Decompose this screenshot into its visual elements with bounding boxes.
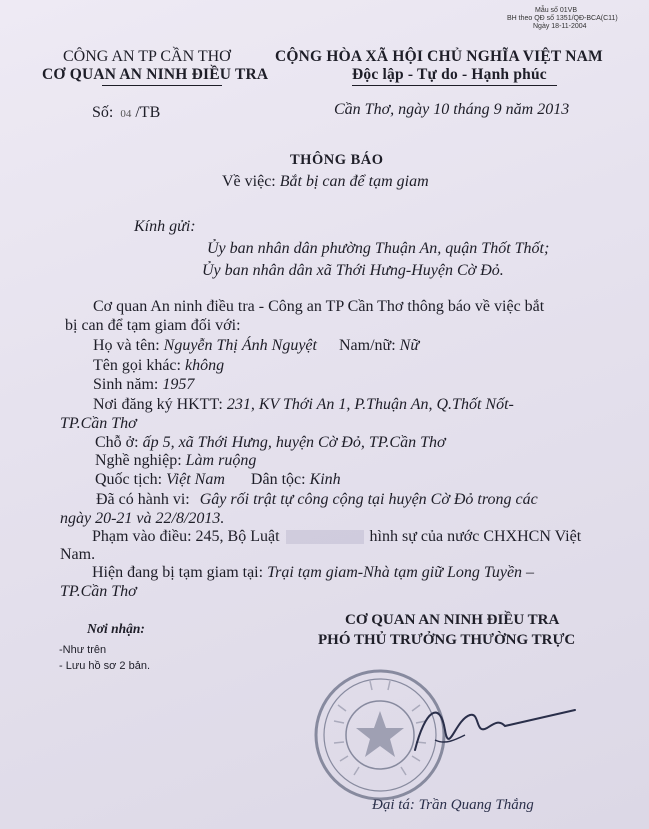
detain-value-1: Trại tạm giam-Nhà tạm giữ Long Tuyền – [267, 564, 535, 581]
alias-value: không [184, 357, 225, 374]
field-job [95, 452, 256, 470]
address-value: ấp 5, xã Thới Hưng, huyện Cờ Đỏ, TP.Cần Thơ [142, 434, 446, 451]
law-suffix: hình sự của nước CHXHCN Việt [369, 528, 582, 545]
form-reference [507, 7, 618, 31]
doc-number-label: Số: [92, 104, 114, 121]
residence-value-1: 231, KV Thới An 1, P.Thuận An, Q.Thốt Nốt- [226, 396, 514, 413]
handwritten-signature [395, 690, 595, 770]
form-ref-line2: BH theo QĐ số 1351/QĐ-BCA(C11) [507, 15, 618, 22]
job-label: Nghề nghiệp: [95, 452, 182, 469]
act-label: Đã có hành vi: [96, 491, 190, 508]
recipient-2: Ủy ban nhân dân xã Thới Hưng-Huyện Cờ Đỏ. [202, 262, 504, 279]
signature-signer: Đại tá: Trần Quang Thắng [372, 797, 534, 813]
redacted-blank [286, 530, 364, 544]
subject-value: Bắt bị can để tạm giam [279, 173, 429, 190]
law-cont: Nam. [60, 546, 96, 563]
field-detain [92, 564, 534, 582]
field-name [93, 337, 419, 355]
header-left-underline [102, 85, 222, 86]
detain-label: Hiện đang bị tạm giam tại: [92, 564, 264, 581]
header-country: CỘNG HÒA XÃ HỘI CHỦ NGHĨA VIỆT NAM [275, 48, 603, 65]
detain-value-2: TP.Cần Thơ [60, 583, 137, 600]
field-nation [95, 471, 341, 489]
header-right-underline [352, 85, 557, 86]
doc-number-suffix: /TB [135, 104, 161, 121]
address-label: Chỗ ở: [95, 434, 139, 451]
receivers-list [59, 642, 150, 674]
doc-number-value: 04 [120, 108, 132, 120]
signature-title: PHÓ THỦ TRƯỞNG THƯỜNG TRỰC [318, 632, 576, 648]
field-law [92, 528, 581, 546]
form-ref-line3: Ngày 18-11-2004 [533, 23, 587, 30]
doc-title: THÔNG BÁO [290, 152, 384, 168]
header-org: CÔNG AN TP CẦN THƠ [63, 48, 231, 65]
ethnic-label: Dân tộc: [250, 471, 306, 488]
recipients-greeting: Kính gửi: [134, 218, 196, 235]
signature-agency: CƠ QUAN AN NINH ĐIỀU TRA [345, 612, 560, 628]
ethnic-value: Kinh [309, 471, 341, 488]
gender-label: Nam/nữ: [338, 337, 396, 354]
receiver-item: -Như trên [59, 644, 107, 656]
nation-value: Việt Nam [166, 471, 225, 488]
place-date: Cần Thơ, ngày 10 tháng 9 năm 2013 [334, 101, 570, 118]
receiver-item: - Lưu hồ sơ 2 bản. [59, 660, 151, 672]
header-unit: CƠ QUAN AN NINH ĐIỀU TRA [42, 66, 269, 83]
intro-line-1: Cơ quan An ninh điều tra - Công an TP Cần Thơ thông báo về việc bắt [93, 298, 545, 315]
act-value-2: ngày 20-21 và 22/8/2013. [60, 510, 225, 527]
alias-label: Tên gọi khác: [93, 357, 181, 374]
intro-line-2: bị can để tạm giam đối với: [65, 317, 241, 334]
residence-label: Nơi đăng ký HKTT: [93, 396, 223, 413]
nation-label: Quốc tịch: [95, 471, 163, 488]
receivers-label: Nơi nhận: [87, 621, 145, 636]
recipient-1: Ủy ban nhân dân phường Thuận An, quận Thốt Thốt; [207, 240, 550, 257]
form-ref-line1: Mẫu số 01VB [535, 7, 578, 14]
name-label: Họ và tên: [93, 337, 160, 354]
header-motto: Độc lập - Tự do - Hạnh phúc [352, 66, 547, 83]
name-value: Nguyễn Thị Ánh Nguyệt [163, 337, 317, 354]
field-birth [93, 376, 194, 394]
field-alias [93, 357, 224, 375]
gender-value: Nữ [399, 337, 420, 354]
field-residence [93, 396, 514, 414]
law-prefix: Phạm vào điều: 245, Bộ Luật [92, 528, 280, 545]
birth-label: Sinh năm: [93, 376, 159, 393]
job-value: Làm ruộng [185, 452, 257, 469]
act-value-1: Gây rối trật tự công cộng tại huyện Cờ Đỏ trong các [199, 491, 538, 508]
residence-value-2: TP.Cần Thơ [60, 415, 137, 432]
birth-value: 1957 [162, 376, 195, 393]
field-address [95, 434, 446, 452]
doc-subject [222, 173, 429, 191]
subject-label: Về việc: [222, 173, 276, 190]
field-act [96, 491, 538, 509]
doc-number [92, 104, 160, 122]
